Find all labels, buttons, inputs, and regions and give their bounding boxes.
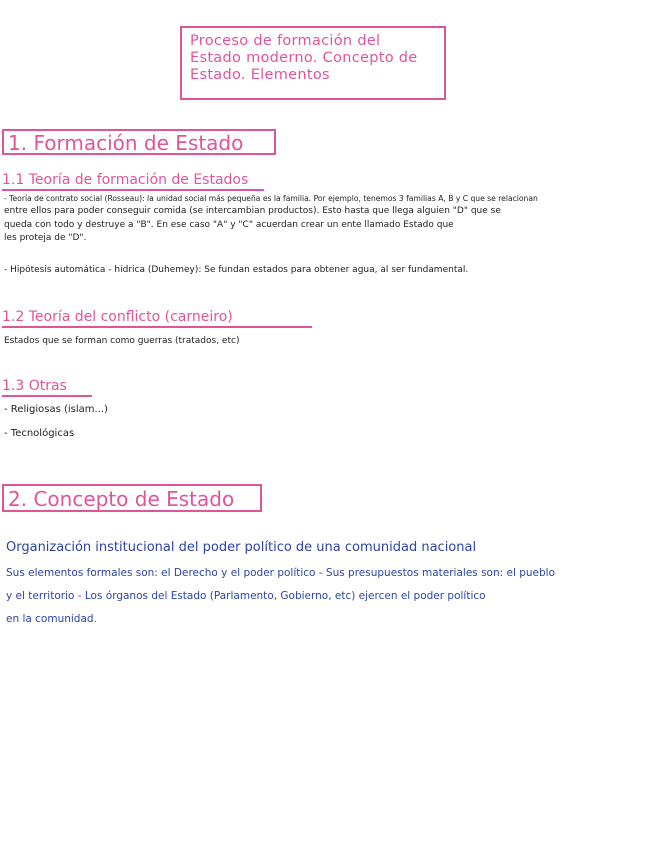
list-item: - Religiosas (islam...) <box>4 404 108 415</box>
sub1-underline <box>2 189 264 191</box>
section2-line2: Sus elementos formales son: el Derecho y el poder político - Sus presupuestos materiales son: el pueblo <box>6 567 556 579</box>
sub3-heading <box>2 378 92 397</box>
sub1-line4: les proteja de "D". <box>4 233 87 243</box>
sub1-line1: - Teoría de contrato social (Rosseau): la unidad social más pequeña es la familia. Por ejemplo, tenemos 3 familias A, B y C que se relacionan <box>4 194 538 203</box>
sub1-line2: entre ellos para poder conseguir comida (se intercambian productos). Esto hasta que llega alguien "D" que se <box>4 206 501 216</box>
sub2-underline <box>2 326 312 328</box>
sub1-heading <box>2 172 264 191</box>
sub2-heading-text: 1.2 Teoría del conflicto (carneiro) <box>2 309 233 325</box>
sub2-heading <box>2 309 312 328</box>
section2-line3: y el territorio - Los órganos del Estado (Parlamento, Gobierno, etc) ejercen el poder político <box>6 590 486 602</box>
list-item: - Tecnológicas <box>4 428 75 439</box>
section2-heading: 2. Concepto de Estado <box>2 484 262 512</box>
sub3-heading-text: 1.3 Otras <box>2 378 67 394</box>
sub1-line3: queda con todo y destruye a "B". En ese caso "A" y "C" acuerdan crear un ente llamado Estado que <box>4 220 454 230</box>
sub1-line5: - Hipótesis automática - hídrica (Duhemey): Se fundan estados para obtener agua, al ser fundamental. <box>4 265 469 275</box>
section2-line4: en la comunidad. <box>6 613 97 625</box>
document-title: Proceso de formación del Estado moderno. Concepto de Estado. Elementos <box>180 26 446 100</box>
section2-line1: Organización institucional del poder político de una comunidad nacional <box>6 540 477 555</box>
sub3-underline <box>2 395 92 397</box>
sub2-line1: Estados que se forman como guerras (tratados, etc) <box>4 336 240 346</box>
sub1-heading-text: 1.1 Teoría de formación de Estados <box>2 172 249 188</box>
section1-heading: 1. Formación de Estado <box>2 129 276 155</box>
